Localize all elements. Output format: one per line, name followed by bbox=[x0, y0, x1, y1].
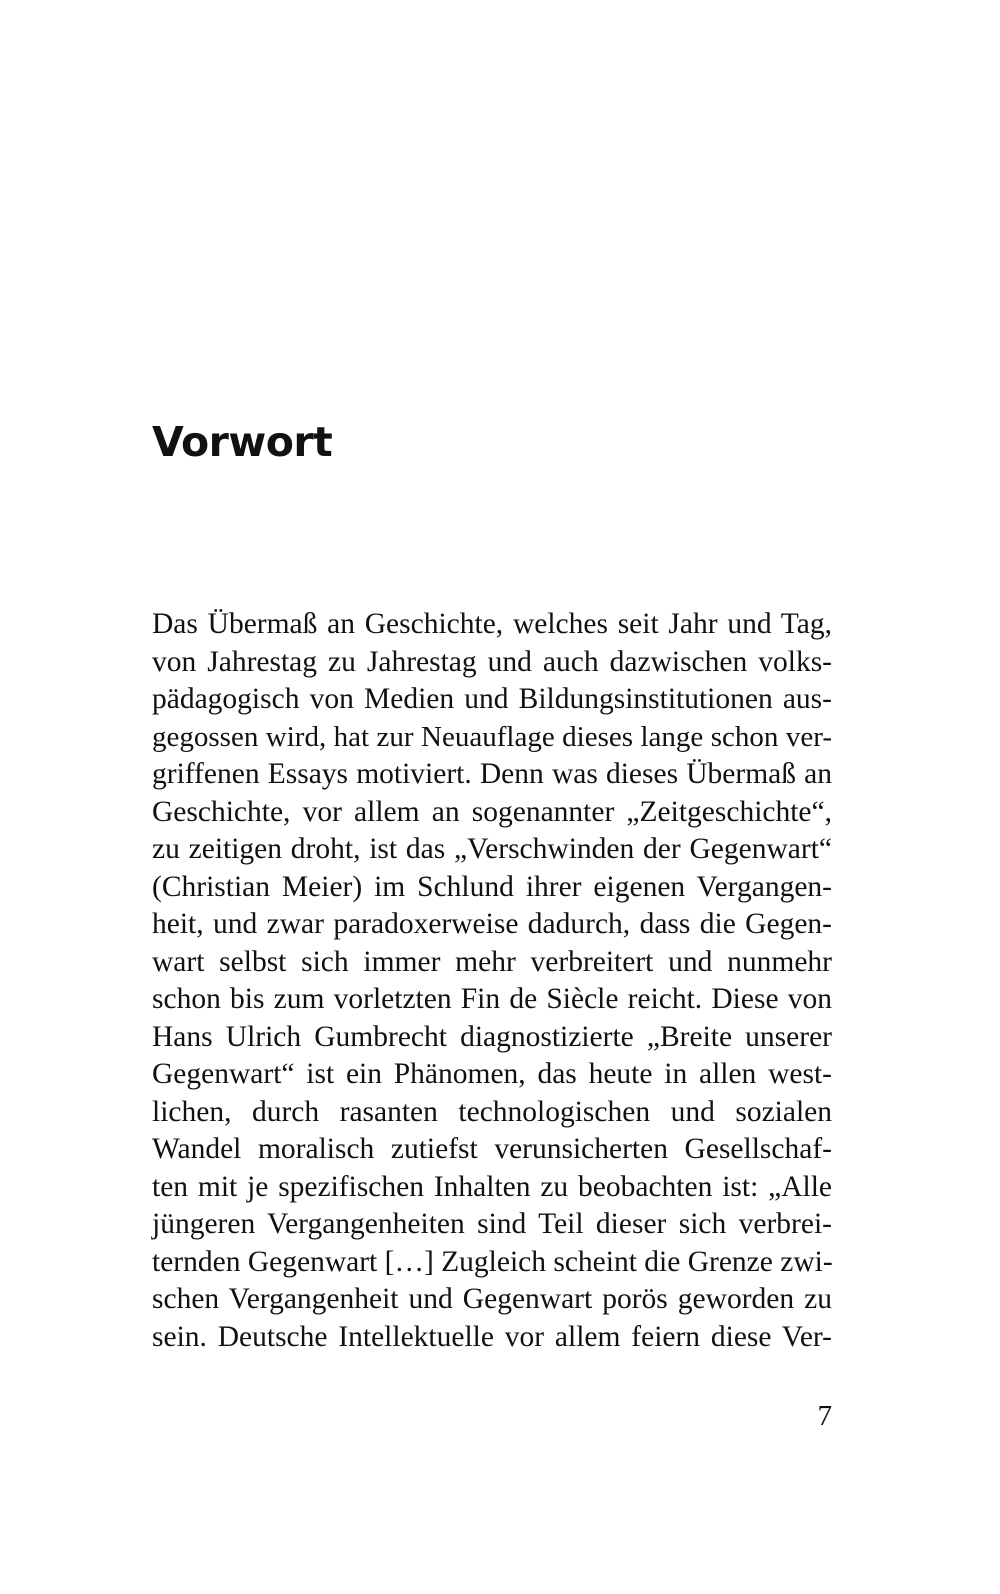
body-paragraph bbox=[152, 606, 832, 1356]
text-line: sein. Deutsche Intellektuelle vor allem feiern diese Ver- bbox=[152, 1320, 832, 1353]
chapter-title: Vorwort bbox=[152, 418, 333, 466]
text-line: Geschichte, vor allem an sogenannter „Zeitgeschichte“, bbox=[152, 795, 832, 828]
text-line: wart selbst sich immer mehr verbreitert und nunmehr bbox=[152, 945, 832, 978]
text-line: jüngeren Vergangenheiten sind Teil dieser sich verbrei- bbox=[152, 1208, 832, 1240]
text-line: lichen, durch rasanten technologischen und sozialen bbox=[152, 1095, 832, 1128]
text-line: gegossen wird, hat zur Neuauflage dieses lange schon ver- bbox=[152, 720, 832, 753]
text-line: ten mit je spezifischen Inhalten zu beobachten ist: „Alle bbox=[152, 1170, 832, 1203]
text-line: Wandel moralisch zutiefst verunsicherten Gesellschaf- bbox=[152, 1133, 832, 1165]
text-line: schen Vergangenheit und Gegenwart porös geworden zu bbox=[152, 1283, 832, 1315]
text-line: Gegenwart“ ist ein Phänomen, das heute in allen west- bbox=[152, 1058, 832, 1090]
text-line: Das Übermaß an Geschichte, welches seit Jahr und Tag, bbox=[152, 608, 832, 640]
text-line: schon bis zum vorletzten Fin de Siècle reicht. Diese von bbox=[152, 983, 832, 1015]
text-line: von Jahrestag zu Jahrestag und auch dazwischen volks- bbox=[152, 645, 832, 678]
text-line: ternden Gegenwart […] Zugleich scheint die Grenze zwi- bbox=[152, 1245, 833, 1278]
text-line: griffenen Essays motiviert. Denn was dieses Übermaß an bbox=[152, 758, 832, 790]
text-line: (Christian Meier) im Schlund ihrer eigenen Vergangen- bbox=[152, 870, 832, 903]
text-line: heit, und zwar paradoxerweise dadurch, dass die Gegen- bbox=[152, 908, 832, 940]
text-line: pädagogisch von Medien und Bildungsinstitutionen aus- bbox=[152, 683, 832, 715]
text-line: Hans Ulrich Gumbrecht diagnostizierte „Breite unserer bbox=[152, 1020, 832, 1053]
text-line: zu zeitigen droht, ist das „Verschwinden der Gegenwart“ bbox=[152, 833, 832, 865]
page-number: 7 bbox=[817, 1400, 832, 1432]
